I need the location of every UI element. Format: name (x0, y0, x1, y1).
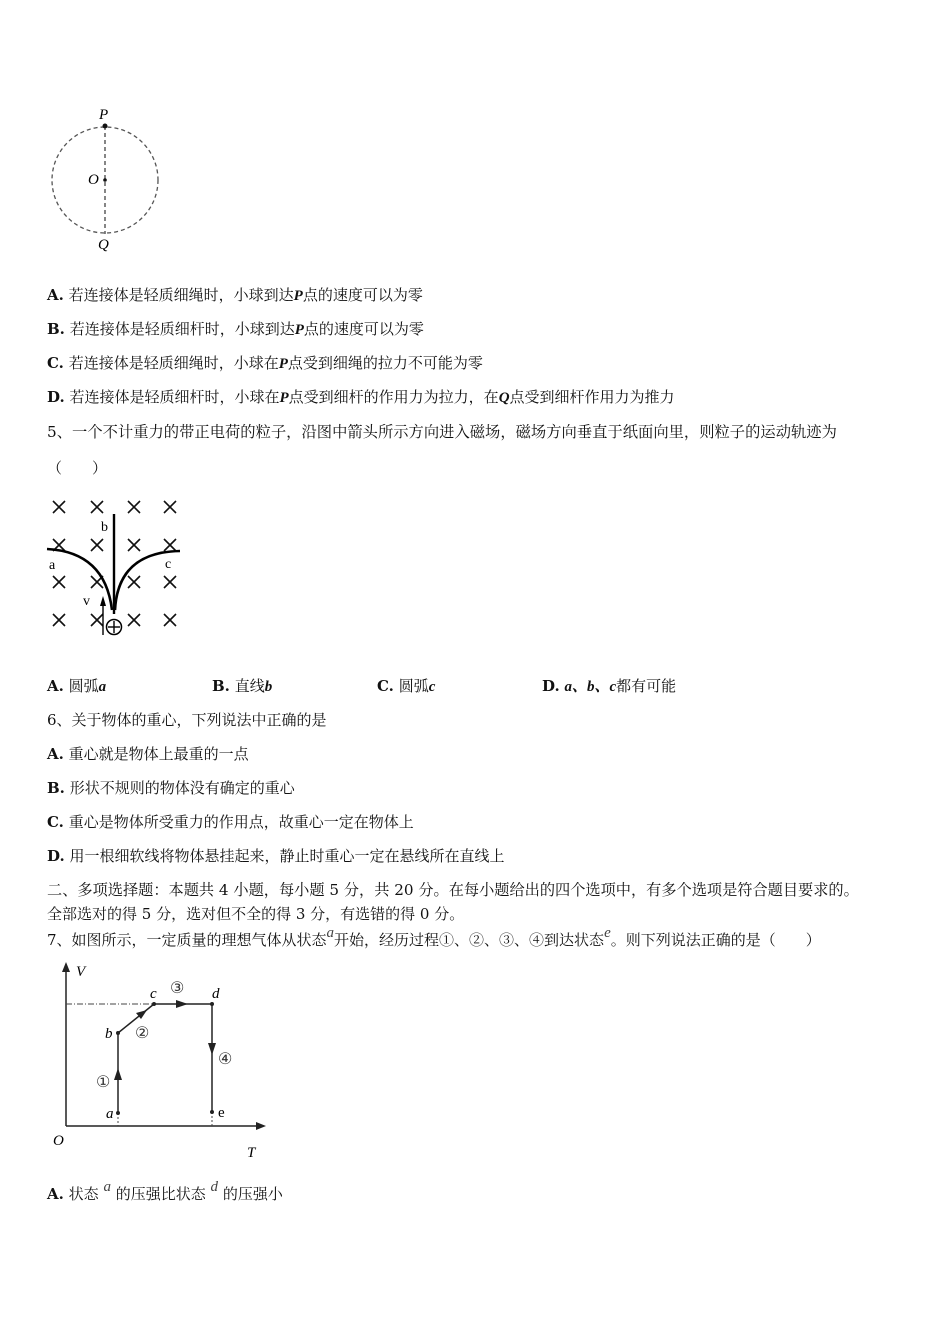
label-p: P (99, 107, 109, 123)
option-var: P (293, 288, 303, 304)
option-text: 若连接体是轻质细绳时，小球在 (68, 354, 279, 372)
q7-stem: 7、如图所示，一定质量的理想气体从状态a开始，经历过程①、②、③、④到达状态e。则下列说法正确的是（ ） (47, 925, 821, 949)
label-q: Q (98, 237, 109, 253)
q6-option-c[interactable]: C. 重心是物体所受重力的作用点，故重心一定在物体上 (47, 813, 414, 831)
option-text: 点的速度可以为零 (303, 320, 424, 338)
option-letter: A. (47, 286, 64, 304)
option-text: 点受到细杆作用力为推力 (509, 388, 675, 406)
label-a: a (106, 1106, 114, 1122)
label-b: b (101, 520, 108, 535)
q5-option-b[interactable]: B. 直线b (212, 677, 273, 695)
q6-option-a[interactable]: A. 重心就是物体上最重的一点 (47, 745, 249, 763)
option-var: Q (498, 390, 510, 406)
q5-option-a[interactable]: A. 圆弧a (47, 677, 107, 695)
q5-option-c[interactable]: C. 圆弧c (377, 677, 436, 695)
vt-diagram (0, 0, 300, 1170)
arrow-3-icon (176, 1000, 188, 1008)
label-e: e (218, 1105, 225, 1121)
option-text: 若连接体是轻质细杆时，小球在 (69, 388, 280, 406)
q7-option-a[interactable]: A. 状态 a 的压强比状态 d 的压强小 (47, 1179, 283, 1203)
label-v: v (83, 594, 90, 609)
process-path (118, 1004, 212, 1113)
option-text: 点的速度可以为零 (302, 286, 423, 304)
label-b: b (105, 1026, 113, 1042)
label-a: a (49, 558, 56, 573)
label-o: O (53, 1133, 64, 1149)
option-text: 若连接体是轻质细杆时，小球到达 (69, 320, 295, 338)
q5-bracket: （ ） (47, 459, 108, 477)
option-text: 点受到细绳的拉力不可能为零 (287, 354, 483, 372)
label-c: c (165, 557, 172, 572)
q5-stem: 5、一个不计重力的带正电荷的粒子，沿图中箭头所示方向进入磁场，磁场方向垂直于纸面向里，则粒子的运动轨迹为 (47, 423, 837, 441)
process-1-label: ① (96, 1074, 111, 1091)
option-var: P (279, 390, 289, 406)
label-c: c (150, 986, 157, 1002)
label-o: O (88, 172, 99, 188)
q5-option-d[interactable]: D. a、b、c都有可能 (542, 677, 677, 695)
arrow-1-icon (114, 1068, 122, 1080)
option-text: 点受到细杆的作用力为拉力，在 (288, 388, 499, 406)
option-text: 若连接体是轻质细绳时，小球到达 (68, 286, 294, 304)
option-letter: C. (47, 354, 64, 372)
option-var: P (278, 356, 288, 372)
process-2-label: ② (135, 1025, 150, 1042)
q6-option-d[interactable]: D. 用一根细软线将物体悬挂起来，静止时重心一定在悬线所在直线上 (47, 847, 505, 865)
process-4-label: ④ (218, 1051, 233, 1068)
label-t: T (247, 1145, 256, 1161)
arrow-4-icon (208, 1043, 216, 1055)
process-3-label: ③ (170, 980, 185, 997)
section2-scoring: 全部选对的得 5 分，选对但不全的得 3 分，有选错的得 0 分。 (47, 905, 465, 923)
q6-stem: 6、关于物体的重心，下列说法中正确的是 (47, 711, 327, 729)
option-letter: B. (47, 320, 65, 338)
option-var: P (294, 322, 304, 338)
label-v: V (76, 964, 86, 980)
option-letter: D. (47, 388, 65, 406)
label-d: d (212, 986, 220, 1002)
section2-heading: 二、多项选择题：本题共 4 小题，每小题 5 分，共 20 分。在每小题给出的四个选项中，有多个选项是符合题目要求的。 (47, 881, 859, 899)
q6-option-b[interactable]: B. 形状不规则的物体没有确定的重心 (47, 779, 295, 797)
